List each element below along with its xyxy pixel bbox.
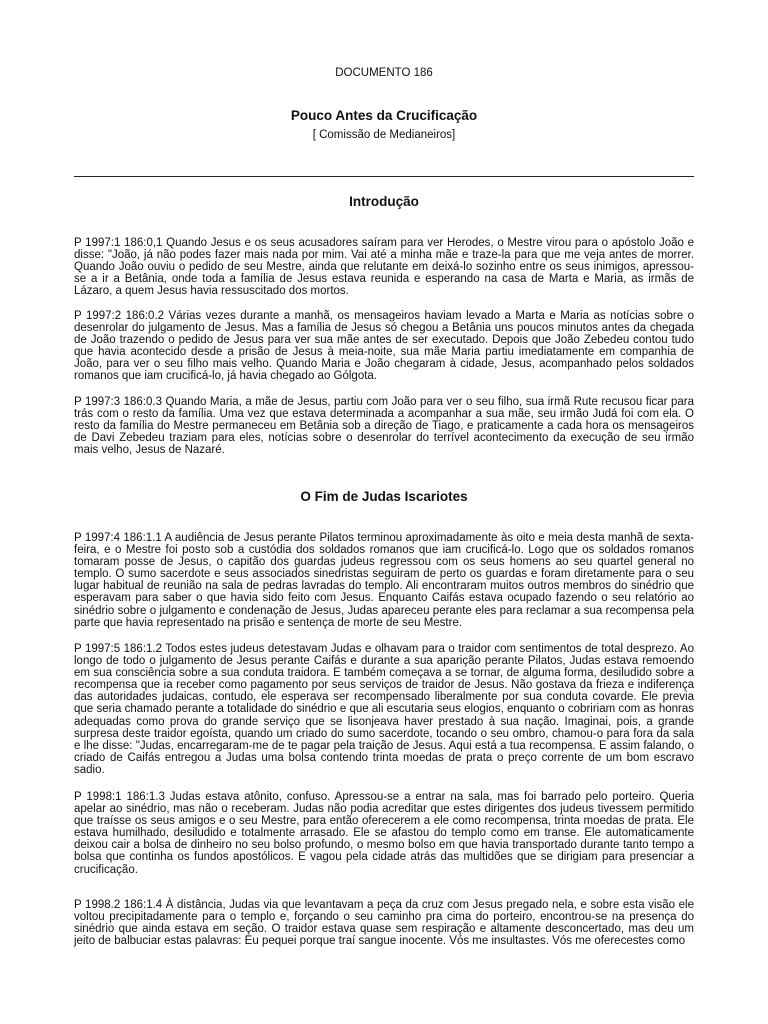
section-heading-introducao: Introdução <box>349 194 419 209</box>
paragraph: P 1997:1 186:0,1 Quando Jesus e os seus acusadores saíram para ver Herodes, o Mestre virou para o apóstolo João e disse: "João, já não podes fazer mais nada por mim. Vai até a minha mãe e traze-la para que me veja antes de morrer. Quando João ouviu o pedido de seu Mestre, ainda que relutante em deixá-lo sozinho entre os seus inimigos, apressou-se a ir a Betânia, onde toda a família de Jesus estava reunida e esperando na casa de Marta e Maria, as irmãs de Lázaro, a quem Jesus havia ressuscitado dos mortos. <box>74 237 694 298</box>
paragraph: P 1997:3 186:0.3 Quando Maria, a mãe de Jesus, partiu com João para ver o seu filho, sua irmã Rute recusou ficar para trás com o resto da família. Uma vez que estava determinada a acompanhar a sua mãe, seu irmão Judá foi com ela. O resto da família do Mestre permaneceu em Betânia sob a direção de Tiago, e praticamente a cada hora os mensageiros de Davi Zebedeu traziam para eles, notícias sobre o desenrolar do terrível acontecimento da execução de seu irmão mais velho, Jesus de Nazaré. <box>74 396 694 457</box>
paragraph: P 1998.2 186:1.4 À distância, Judas via que levantavam a peça da cruz com Jesus pregado nela, e sobre esta visão ele voltou precipitadamente para o templo e, forçando o seu caminho pra cima do porteiro, encontrou-se na presença do sinédrio que ainda estava em seção. O traidor estava quase sem respiração e altamente desconcertado, mas deu um jeito de balbuciar estas palavras: Eu pequei porque traí sangue inocente. Vós me insultastes. Vós me oferecestes como <box>74 899 694 948</box>
paragraph: P 1997:2 186:0.2 Várias vezes durante a manhã, os mensageiros haviam levado a Marta e Maria as notícias sobre o desenrolar do julgamento de Jesus. Mas a família de Jesus só chegou a Betânia uns poucos minutos antes da chegada de João trazendo o pedido de Jesus para ver sua mãe antes de ser executado. Depois que João Zebedeu contou tudo que havia acontecido desde a prisão de Jesus à meia-noite, sua mãe Maria partiu imediatamente em companhia de João, para ver o seu filho mais velho. Quando Maria e João chegaram à cidade, Jesus, acompanhado pelos soldados romanos que iam crucificá-lo, já havia chegado ao Gólgota. <box>74 310 694 383</box>
paragraph: P 1998:1 186:1.3 Judas estava atônito, confuso. Apressou-se a entrar na sala, mas foi barrado pelo porteiro. Queria apelar ao sinédrio, mas não o receberam. Judas não podia acreditar que estes dirigentes dos judeus tivessem permitido que traísse os seus amigos e o seu Mestre, para então oferecerem a ele como recompensa, trinta moedas de prata. Ele estava humilhado, desiludido e totalmente arrasado. Ele se afastou do templo como em transe. Ele automaticamente deixou cair a bolsa de dinheiro no seu bolso profundo, o mesmo bolso em que havia transportado durante tanto tempo a bolsa que continha os fundos apostólicos. E vagou pela cidade atrás das multidões que se dirigiam para presenciar a crucificação. <box>74 791 694 876</box>
document-title: Pouco Antes da Crucificação <box>290 108 478 123</box>
paragraph: P 1997:4 186:1.1 A audiência de Jesus perante Pilatos terminou aproximadamente às oito e meia desta manhã de sexta-feira, e o Mestre foi posto sob a custódia dos soldados romanos que iam crucificá-lo. Logo que os soldados romanos tomaram posse de Jesus, o capitão dos guardas judeus regressou com os seus homens ao seu quartel general no templo. O sumo sacerdote e seus associados sinedristas seguiram de perto os guardas e foram diretamente para o seu lugar habitual de reunião na sala de pedras lavradas do templo. Ali encontraram muitos outros membros do sinédrio que esperavam para saber o que havia sido feito com Jesus. Enquanto Caifás estava ocupado fazendo o seu relatório ao sinédrio sobre o julgamento e condenação de Jesus, Judas apareceu perante eles para reclamar a sua recompensa pela parte que havia representado na prisão e sentença de morte de seu Mestre. <box>74 532 694 629</box>
document-number: DOCUMENTO 186 <box>335 67 433 79</box>
paragraph: P 1997:5 186:1.2 Todos estes judeus detestavam Judas e olhavam para o traidor com sentimentos de total desprezo. Ao longo de todo o julgamento de Jesus perante Caifás e durante a sua aparição perante Pilatos, Judas estava remoendo em sua consciência sobre a sua conduta traidora. E também começava a se tornar, de alguma forma, desiludido sobre a recompensa que ia receber como pagamento por seus serviços de traidor de Jesus. Não gostava da frieza e indiferença das autoridades judaicas, contudo, ele esperava ser recompensado liberalmente por sua conduta covarde. Ele previa que seria chamado perante a totalidade do sinédrio e que ali escutaria seus elogios, enquanto o cobririam com as honras adequadas como prova do grande serviço que se lisonjeava haver prestado à sua nação. Imaginai, pois, a grande surpresa deste traidor egoísta, quando um criado do sumo sacerdote, tocando o seu ombro, chamou-o para fora da sala e lhe disse: "Judas, encarregaram-me de te pagar pela traição de Jesus. Aqui está a tua recompensa. E assim falando, o criado de Caifás entregou a Judas uma bolsa contendo trinta moedas de prata o preço corrente de um bom escravo sadio. <box>74 643 694 776</box>
section-heading-fim-de-judas: O Fim de Judas Iscariotes <box>300 489 468 504</box>
document-subtitle: [ Comissão de Medianeiros] <box>312 129 456 141</box>
horizontal-rule <box>74 176 694 177</box>
